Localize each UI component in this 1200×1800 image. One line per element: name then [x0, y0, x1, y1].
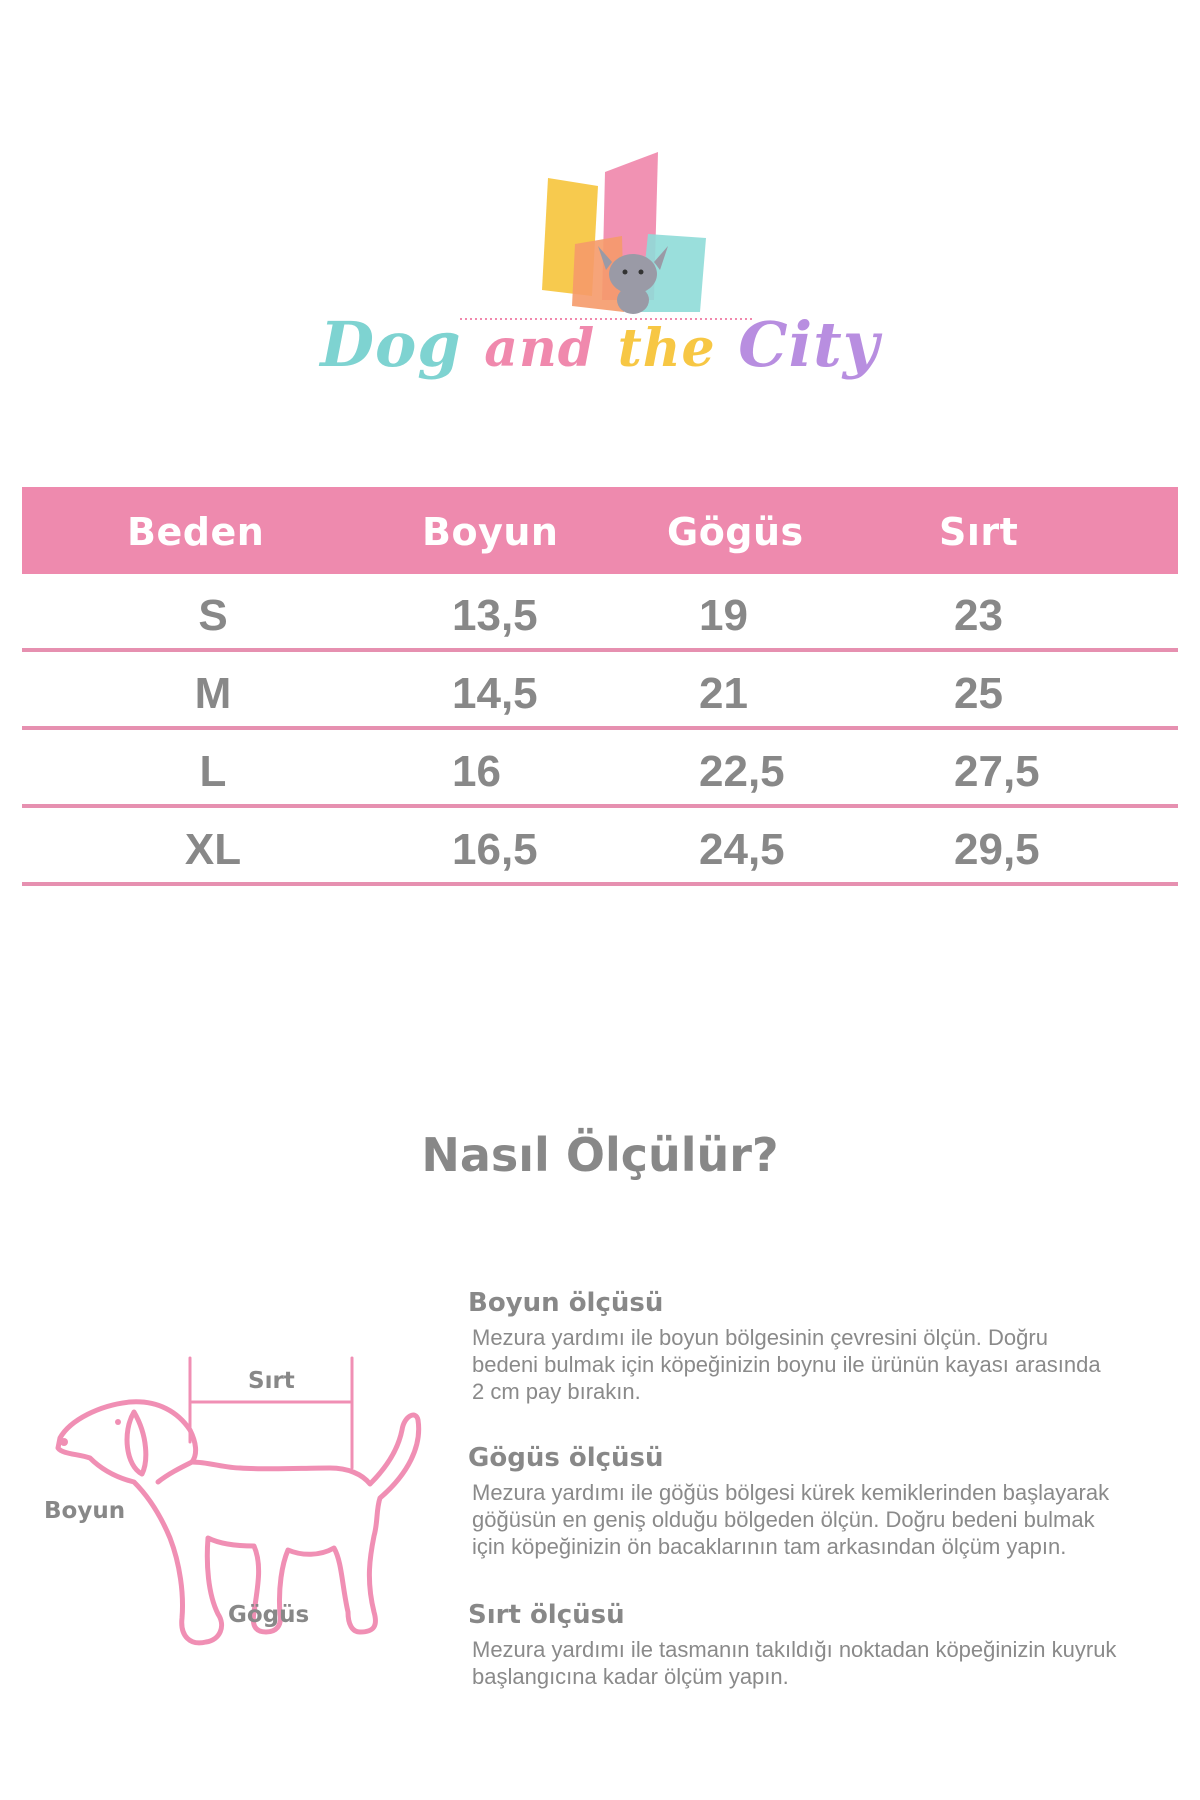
brand-word-and: and	[484, 318, 596, 379]
text-line: 2 cm pay bırakın.	[472, 1379, 641, 1404]
back-measure-text	[472, 1636, 1168, 1690]
header-gogus: Gögüs	[667, 510, 804, 554]
text-line: Mezura yardımı ile boyun bölgesinin çevresini ölçün. Doğru	[472, 1325, 1048, 1350]
text-line: için köpeğinizin ön bacaklarının tam arkasından ölçüm yapın.	[472, 1534, 1067, 1559]
table-header-row	[22, 487, 1178, 574]
text-line: göğüsün en geniş olduğu bölgeden ölçün. Doğru bedeni bulmak	[472, 1507, 1095, 1532]
neck-measure-info	[468, 1288, 1168, 1405]
cell-neck: 16,5	[452, 825, 538, 874]
cell-size: L	[199, 747, 227, 796]
cell-chest: 21	[699, 669, 748, 718]
dog-outline-icon	[30, 1350, 450, 1710]
chest-measure-text	[472, 1479, 1168, 1560]
header-beden: Beden	[127, 510, 265, 554]
table-row	[22, 808, 1178, 886]
cell-back: 29,5	[954, 825, 1040, 874]
cell-back: 27,5	[954, 747, 1040, 796]
brand-logo	[0, 0, 1200, 420]
cell-back: 25	[954, 669, 1003, 718]
size-chart-table	[22, 487, 1178, 886]
cell-neck: 14,5	[452, 669, 538, 718]
neck-measure-heading: Boyun ölçüsü	[468, 1288, 664, 1318]
diagram-label-chest: Gögüs	[228, 1602, 310, 1628]
back-measure-heading: Sırt ölçüsü	[468, 1600, 625, 1630]
cell-chest: 24,5	[699, 825, 785, 874]
cell-chest: 19	[699, 591, 748, 640]
brand-wordmark	[0, 308, 1200, 381]
cell-size: S	[198, 591, 228, 640]
text-line: başlangıcına kadar ölçüm yapın.	[472, 1664, 789, 1689]
table-row	[22, 730, 1178, 808]
cell-size: M	[194, 669, 232, 718]
brand-word-the: the	[617, 318, 716, 379]
cell-neck: 13,5	[452, 591, 538, 640]
chest-measure-heading: Gögüs ölçüsü	[468, 1443, 664, 1473]
text-line: Mezura yardımı ile tasmanın takıldığı noktadan köpeğinizin kuyruk	[472, 1637, 1117, 1662]
header-sirt: Sırt	[939, 510, 1019, 554]
back-measure-info	[468, 1600, 1168, 1690]
text-line: bedeni bulmak için köpeğinizin boynu ile ürünün kayası arasında	[472, 1352, 1101, 1377]
table-row	[22, 652, 1178, 730]
how-to-measure-title: Nasıl Ölçülür?	[421, 1128, 779, 1182]
chest-measure-info	[468, 1443, 1168, 1560]
city-buildings-logo-icon	[0, 0, 1200, 330]
cell-back: 23	[954, 591, 1003, 640]
cell-neck: 16	[452, 747, 501, 796]
cell-chest: 22,5	[699, 747, 785, 796]
diagram-label-neck: Boyun	[44, 1498, 126, 1524]
dog-measurement-diagram	[30, 1350, 450, 1710]
brand-word-dog: Dog	[320, 308, 462, 381]
diagram-label-back: Sırt	[248, 1368, 295, 1394]
header-boyun: Boyun	[422, 510, 559, 554]
brand-word-city: City	[738, 308, 880, 381]
table-row	[22, 574, 1178, 652]
neck-measure-text	[472, 1324, 1168, 1405]
text-line: Mezura yardımı ile göğüs bölgesi kürek kemiklerinden başlayarak	[472, 1480, 1110, 1505]
cell-size: XL	[184, 825, 242, 874]
